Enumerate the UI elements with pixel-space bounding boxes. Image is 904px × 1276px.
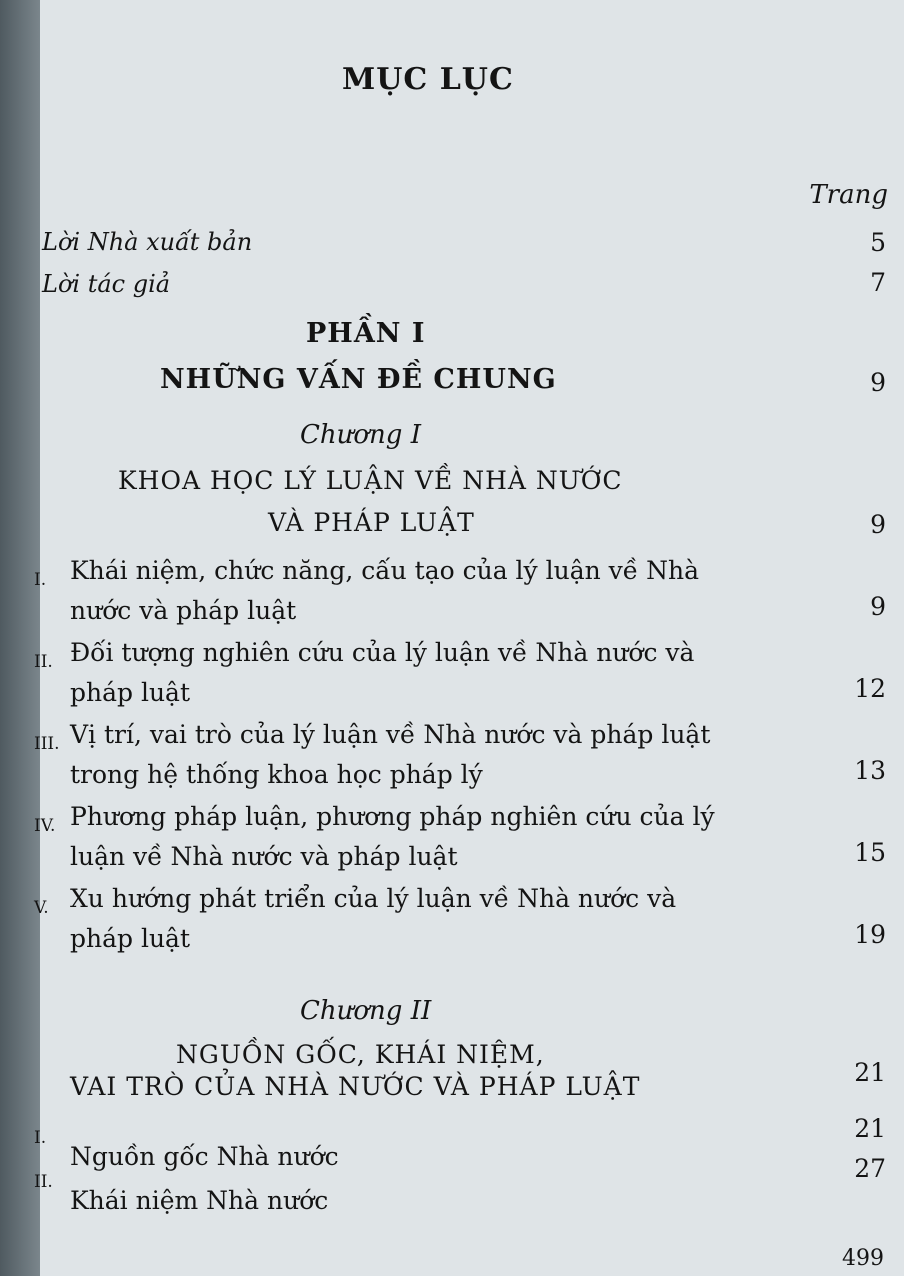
- toc-page-number: 9: [870, 592, 886, 621]
- section-roman-numeral: II.: [34, 652, 53, 672]
- toc-entry-publisher-note: Lời Nhà xuất bản: [42, 228, 253, 256]
- toc-entry: Đối tượng nghiên cứu của lý luận về Nhà nước và: [70, 638, 695, 667]
- chapter-heading: VÀ PHÁP LUẬT: [268, 508, 475, 537]
- toc-entry: Khái niệm, chức năng, cấu tạo của lý luận về Nhà: [70, 556, 699, 585]
- page-title: MỤC LỤC: [342, 62, 514, 97]
- toc-entry-continuation: pháp luật: [70, 678, 191, 707]
- toc-page-number: 12: [854, 674, 886, 703]
- book-spine-edge: [0, 0, 40, 1276]
- toc-page-number: 13: [854, 756, 886, 785]
- chapter-heading: VAI TRÒ CỦA NHÀ NƯỚC VÀ PHÁP LUẬT: [70, 1072, 641, 1101]
- toc-page-number: 21: [854, 1114, 886, 1143]
- toc-page-number: 27: [854, 1154, 886, 1183]
- toc-page-number: 15: [854, 838, 886, 867]
- toc-entry-continuation: luận về Nhà nước và pháp luật: [70, 842, 458, 871]
- toc-page-number: 5: [870, 228, 886, 257]
- toc-page-number: 21: [854, 1058, 886, 1087]
- toc-page-number: 19: [854, 920, 886, 949]
- chapter-heading: NGUỒN GỐC, KHÁI NIỆM,: [176, 1040, 545, 1069]
- toc-page-number: 9: [870, 510, 886, 539]
- toc-entry-continuation: nước và pháp luật: [70, 596, 297, 625]
- book-page: [34, 0, 904, 1276]
- part-label: PHẦN I: [306, 318, 426, 349]
- page-column-label: Trang: [809, 180, 888, 210]
- section-roman-numeral: I.: [34, 570, 47, 590]
- toc-entry: Khái niệm Nhà nước: [70, 1186, 329, 1215]
- toc-entry-continuation: pháp luật: [70, 924, 191, 953]
- section-roman-numeral: I.: [34, 1128, 47, 1148]
- chapter-heading: KHOA HỌC LÝ LUẬN VỀ NHÀ NƯỚC: [118, 466, 623, 495]
- toc-page-number: 9: [870, 368, 886, 397]
- chapter-label: Chương II: [300, 996, 432, 1026]
- toc-entry-author-note: Lời tác giả: [42, 270, 171, 298]
- toc-entry-continuation: trong hệ thống khoa học pháp lý: [70, 760, 483, 789]
- section-roman-numeral: III.: [34, 734, 60, 754]
- section-roman-numeral: II.: [34, 1172, 53, 1192]
- toc-entry: Nguồn gốc Nhà nước: [70, 1142, 339, 1171]
- section-roman-numeral: V.: [34, 898, 49, 918]
- toc-entry: Phương pháp luận, phương pháp nghiên cứu của lý: [70, 802, 715, 831]
- toc-entry: Vị trí, vai trò của lý luận về Nhà nước và pháp luật: [70, 720, 711, 749]
- footer-page-number: 499: [842, 1246, 884, 1271]
- chapter-label: Chương I: [300, 420, 421, 450]
- toc-entry: Xu hướng phát triển của lý luận về Nhà nước và: [70, 884, 677, 913]
- part-title: NHỮNG VẤN ĐỀ CHUNG: [160, 364, 557, 395]
- section-roman-numeral: IV.: [34, 816, 56, 836]
- toc-page-number: 7: [870, 268, 886, 297]
